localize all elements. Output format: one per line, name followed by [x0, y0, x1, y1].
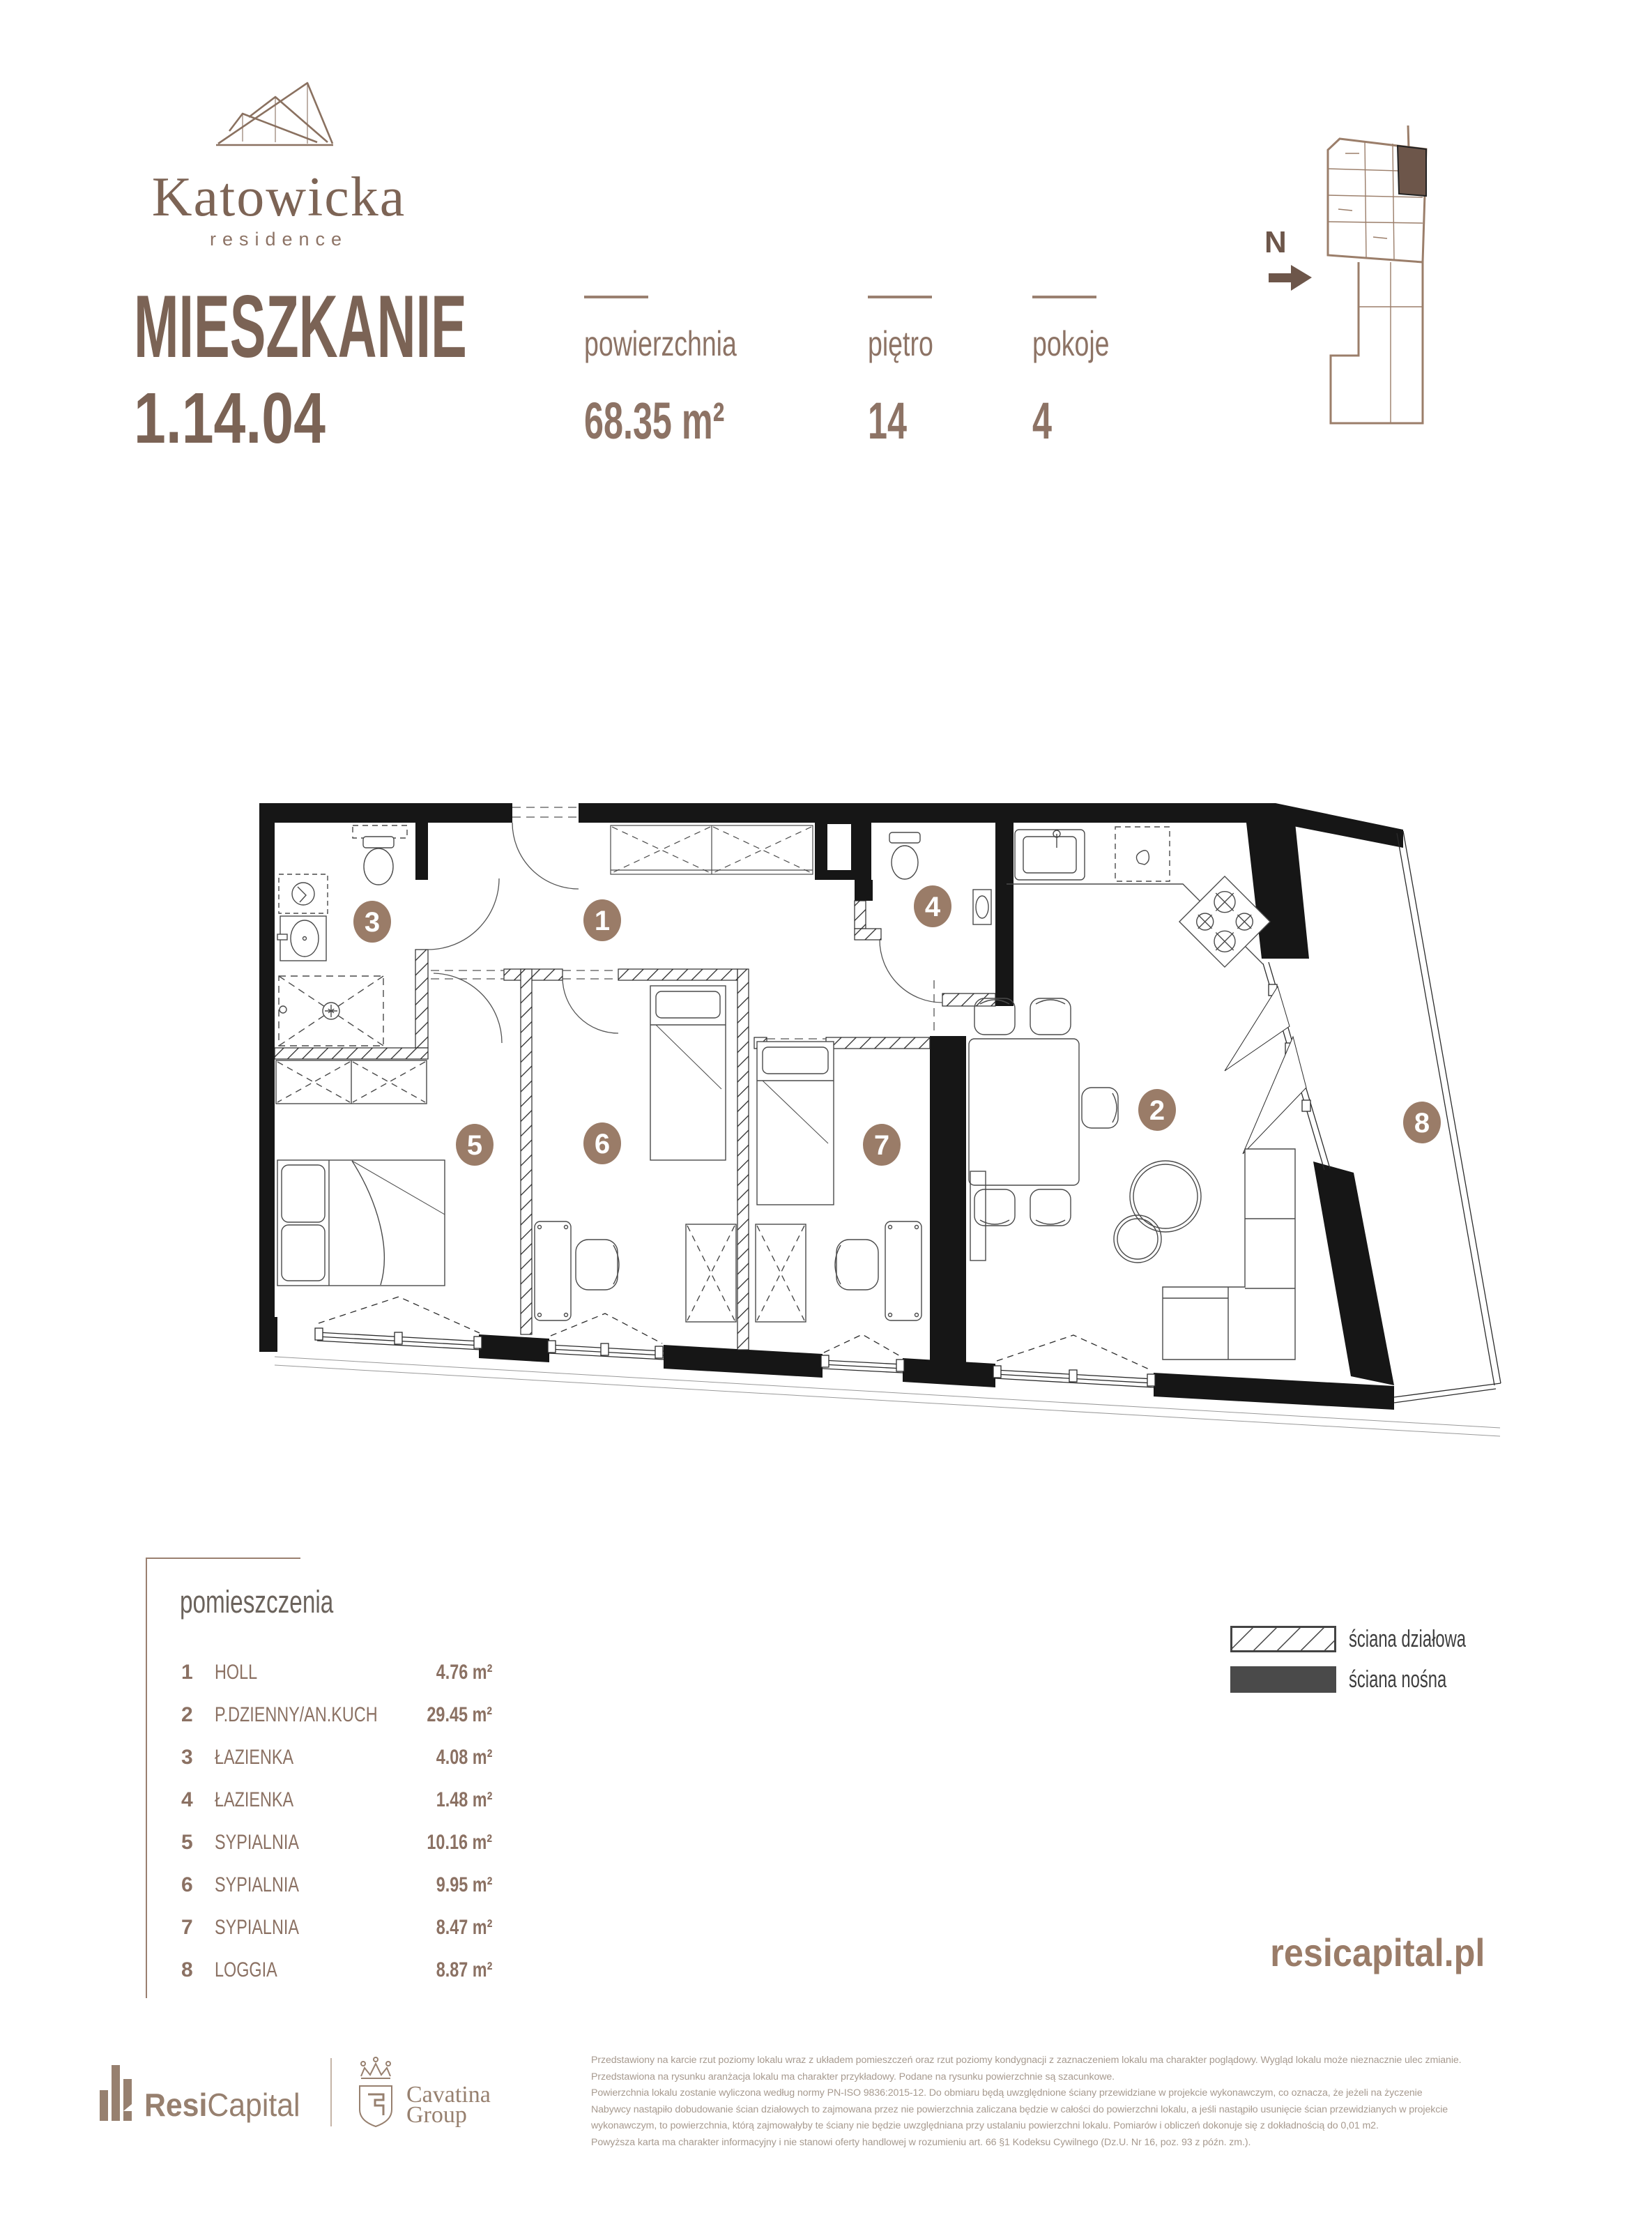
bedroom7-furniture — [756, 1042, 921, 1322]
stat-rooms-label: pokoje — [1032, 324, 1110, 363]
stat-rooms — [1032, 296, 1135, 449]
footer-divider — [330, 2058, 332, 2126]
brand-name: Katowicka — [151, 167, 406, 228]
couch — [1163, 1149, 1295, 1360]
room-badge-3: 3 — [364, 907, 381, 938]
furniture — [276, 825, 1295, 1360]
rooms-accent-vline — [146, 1558, 147, 1998]
highlighted-unit — [1398, 146, 1426, 196]
disclaimer — [591, 2053, 1595, 2152]
sink-icon — [277, 916, 326, 961]
room-badge-6: 6 — [594, 1129, 611, 1159]
mountains-logo-icon — [209, 75, 345, 152]
legend-partition-label: ściana działowa — [1349, 1626, 1467, 1652]
rooms-table — [181, 1661, 492, 2009]
north-arrow-icon — [1264, 225, 1312, 291]
legend-solid-swatch — [1230, 1666, 1336, 1693]
room-row: 7 SYPIALNIA 8.47 m² — [181, 1916, 492, 1939]
room-row: 4 ŁAZIENKA 1.48 m² — [181, 1788, 492, 1811]
room-badge-5: 5 — [466, 1130, 483, 1161]
resicapital-wordmark: ResiCapital — [144, 2087, 300, 2123]
floor-plan — [254, 795, 1509, 1443]
stat-floor-value: 14 — [868, 392, 907, 450]
disclaimer-line: Powierzchnia lokalu zostanie wyliczona według normy PN-ISO 9836:2015-12. Do obmiaru będą uwzględnione ściany przewidziane w projekcie wykonawczym, co oznacza, że jeżeli na życzenie — [591, 2087, 1423, 2099]
apartment-number: 1.14.04 — [134, 378, 326, 458]
room-badge-1: 1 — [594, 906, 611, 936]
stat-divider — [1032, 296, 1096, 298]
room-row: 2 P.DZIENNY/AN.KUCH 29.45 m² — [181, 1703, 492, 1726]
brand-subtitle: residence — [209, 229, 349, 250]
room-row: 8 LOGGIA 8.87 m² — [181, 1958, 492, 1981]
room-row: 5 SYPIALNIA 10.16 m² — [181, 1831, 492, 1854]
disclaimer-line: Powyższa karta ma charakter informacyjny i nie stanowi oferty handlowej w rozumieniu art. 66 §1 Kodeksu Cywilnego (Dz.U. Nr 16, poz. 93 z późn. zm.). — [591, 2136, 1251, 2148]
bedroom6-furniture — [535, 986, 736, 1322]
room-row: 6 SYPIALNIA 9.95 m² — [181, 1873, 492, 1896]
resicapital-logo-icon — [98, 2062, 137, 2122]
disclaimer-line: Przedstawiona na rysunku aranżacja lokalu ma charakter przykładowy. Podane na rysunku powierzchnie są szacunkowe. — [591, 2071, 1115, 2082]
disclaimer-line: Nabywcy nastąpiło dobudowanie ścian działowych to zajmowana przez nie powierzchnia zaliczana będzie w całości do powierzchni lokalu, a jeśli nastąpiło usunięcie ścian przewidzianych w projekcie — [591, 2103, 1448, 2115]
shower-icon — [279, 976, 383, 1046]
stat-divider — [584, 296, 648, 298]
bedroom5-furniture — [276, 1060, 445, 1286]
disclaimer-line: wykonawczym, to powierzchnia, którą zajmowałyby te ściany nie będzie uwzględniana przy ustalaniu powierzchni lokalu. Pomiarów i obliczeń dokonuje się z dokładnością do 0,01 m2. — [591, 2120, 1379, 2132]
kitchen — [1007, 827, 1270, 967]
hall-wardrobe — [611, 825, 813, 874]
dining-set — [969, 998, 1118, 1226]
stat-area — [584, 296, 790, 449]
windows — [315, 831, 1501, 1403]
room-badge-4: 4 — [924, 892, 941, 922]
stat-floor — [868, 296, 955, 449]
svg-text:N: N — [1264, 225, 1287, 259]
cavatina-logo-icon — [354, 2055, 397, 2131]
room-badge-2: 2 — [1149, 1095, 1165, 1126]
room-badge-8: 8 — [1414, 1108, 1430, 1139]
rooms-heading: pomieszczenia — [180, 1584, 334, 1620]
stat-rooms-value: 4 — [1032, 392, 1052, 450]
stat-floor-label: piętro — [868, 324, 933, 363]
stat-area-value: 68.35 m² — [584, 392, 725, 450]
rooms-accent-hline — [146, 1558, 300, 1559]
disclaimer-line: Przedstawiony na karcie rzut poziomy lokalu wraz z układem pomieszczeń oraz rzut poziomy kondygnacji z zaznaczeniem lokalu ma charakter poglądowy. Wygląd lokalu może nieznacznie ulec zmianie. — [591, 2055, 1462, 2066]
shaft-niche — [827, 824, 851, 870]
stat-divider — [868, 296, 932, 298]
cavatina-wordmark: Cavatina Group — [406, 2082, 491, 2128]
stat-area-label: powierzchnia — [584, 324, 737, 363]
washing-machine-icon — [279, 874, 328, 913]
page-title: MIESZKANIE — [134, 277, 467, 376]
building-mini-map — [1248, 98, 1499, 439]
room-badge-7: 7 — [873, 1130, 890, 1161]
website-link[interactable]: resicapital.pl — [1269, 1931, 1485, 1974]
room-row: 1 HOLL 4.76 m² — [181, 1661, 492, 1684]
legend-bearing-label: ściana nośna — [1349, 1666, 1447, 1693]
legend-hatched-swatch — [1230, 1626, 1336, 1652]
room-row: 3 ŁAZIENKA 4.08 m² — [181, 1746, 492, 1769]
